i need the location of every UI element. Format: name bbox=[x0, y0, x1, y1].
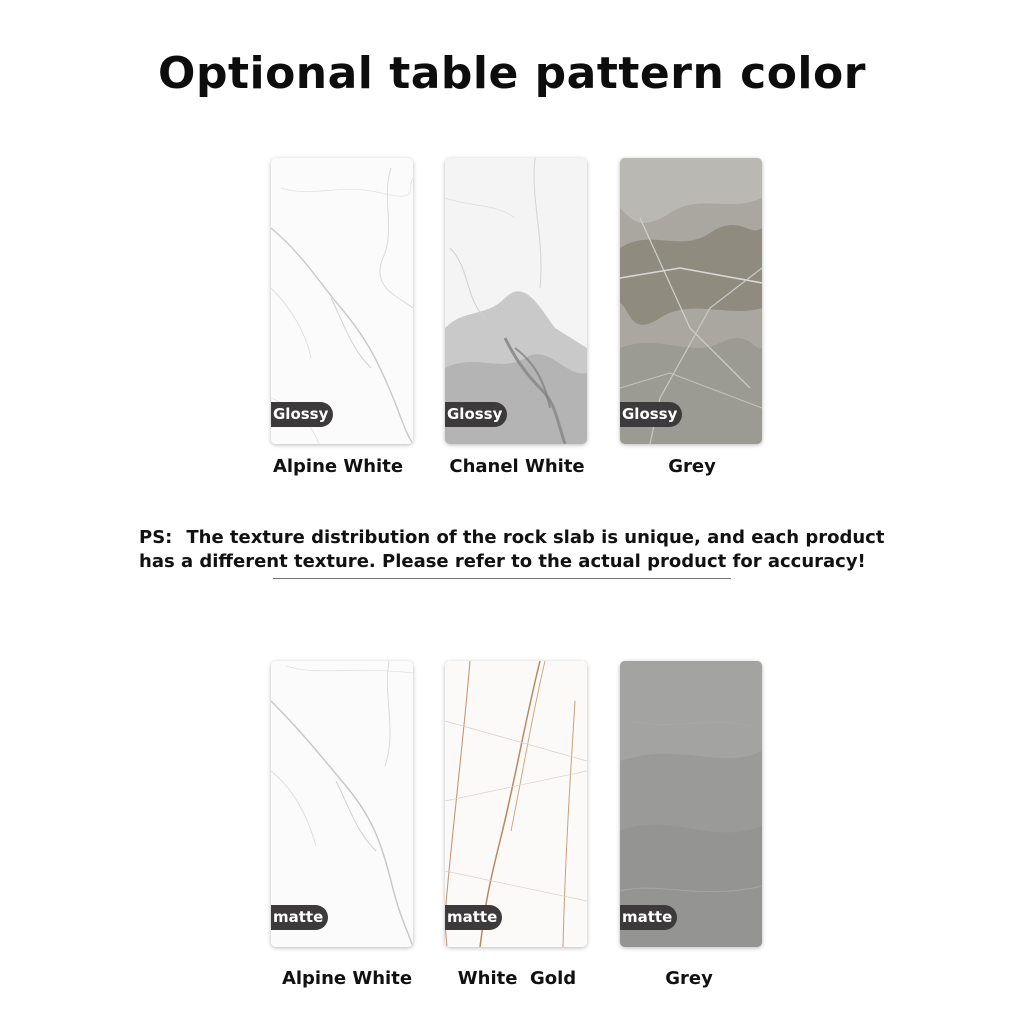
finish-badge: Glossy bbox=[445, 402, 507, 427]
swatch-matte-white-gold[interactable] bbox=[445, 661, 587, 947]
swatch-label-grey-matte: Grey bbox=[665, 968, 713, 989]
note-line-2: has a different texture. Please refer to the actual product for accuracy! bbox=[139, 551, 866, 572]
finish-badge: matte bbox=[445, 905, 502, 930]
swatch-label-grey: Grey bbox=[668, 456, 716, 477]
finish-badge: matte bbox=[271, 905, 328, 930]
swatch-label-alpine-white: Alpine White bbox=[272, 456, 404, 477]
swatch-matte-grey[interactable] bbox=[620, 661, 762, 947]
swatch-glossy-alpine-white[interactable] bbox=[271, 158, 413, 444]
finish-badge: Glossy bbox=[620, 402, 682, 427]
divider bbox=[273, 578, 731, 579]
finish-badge: Glossy bbox=[271, 402, 333, 427]
swatch-glossy-chanel-white[interactable] bbox=[445, 158, 587, 444]
swatch-label-white-gold: White Gold bbox=[457, 968, 577, 989]
swatch-label-chanel-white: Chanel White bbox=[449, 456, 585, 477]
finish-badge: matte bbox=[620, 905, 677, 930]
swatch-glossy-grey[interactable] bbox=[620, 158, 762, 444]
texture-disclaimer bbox=[139, 526, 909, 574]
swatch-label-alpine-white-matte: Alpine White bbox=[281, 968, 413, 989]
note-line-1: The texture distribution of the rock slab is unique, and each product bbox=[186, 527, 885, 548]
swatch-matte-alpine-white[interactable] bbox=[271, 661, 413, 947]
note-prefix: PS: bbox=[139, 527, 173, 548]
page-title: Optional table pattern color bbox=[158, 48, 866, 99]
